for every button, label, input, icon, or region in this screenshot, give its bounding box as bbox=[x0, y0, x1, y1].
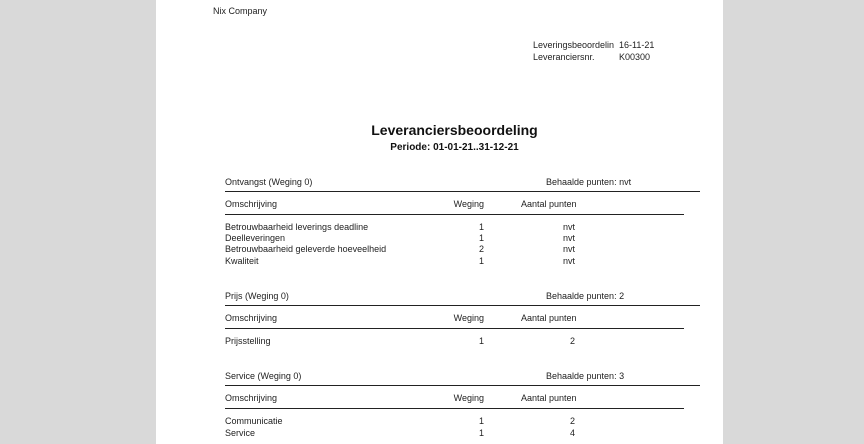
header-divider bbox=[225, 408, 684, 409]
section-score: Behaalde punten: nvt bbox=[546, 177, 632, 187]
row-description: Service bbox=[225, 428, 256, 438]
section-divider bbox=[225, 385, 700, 386]
company-name: Nix Company bbox=[213, 6, 268, 16]
row-points: 4 bbox=[569, 428, 575, 438]
header-divider bbox=[225, 214, 684, 215]
column-header-points: Aantal punten bbox=[521, 199, 577, 209]
row-description: Communicatie bbox=[225, 416, 283, 426]
column-header-points: Aantal punten bbox=[521, 393, 577, 403]
row-points: nvt bbox=[562, 222, 575, 232]
section-score: Behaalde punten: 3 bbox=[546, 371, 625, 381]
report-title: Leveranciersbeoordeling bbox=[371, 122, 538, 138]
section-title: Service (Weging 0) bbox=[225, 371, 302, 381]
evaluation-date-label: Leveringsbeoordelin bbox=[533, 40, 615, 50]
row-weight: 1 bbox=[478, 416, 484, 426]
report-page bbox=[156, 0, 723, 444]
section-title: Ontvangst (Weging 0) bbox=[225, 177, 313, 187]
column-header-weight: Weging bbox=[453, 199, 484, 209]
section-score: Behaalde punten: 2 bbox=[546, 291, 625, 301]
row-points: nvt bbox=[562, 233, 575, 243]
row-weight: 2 bbox=[478, 244, 484, 254]
evaluation-date-value: 16-11-21 bbox=[619, 40, 655, 50]
column-header-points: Aantal punten bbox=[521, 313, 577, 323]
row-description: Betrouwbaarheid leverings deadline bbox=[225, 222, 369, 232]
row-description: Deelleveringen bbox=[225, 233, 286, 243]
section-divider bbox=[225, 191, 700, 192]
column-header-weight: Weging bbox=[453, 313, 484, 323]
row-description: Prijsstelling bbox=[225, 336, 271, 346]
row-points: nvt bbox=[562, 244, 575, 254]
row-weight: 1 bbox=[478, 222, 484, 232]
column-header-description: Omschrijving bbox=[225, 199, 278, 209]
row-points: 2 bbox=[569, 336, 575, 346]
supplier-number-label: Leveranciersnr. bbox=[533, 52, 595, 62]
column-header-weight: Weging bbox=[453, 393, 484, 403]
report-period: Periode: 01-01-21..31-12-21 bbox=[390, 142, 519, 153]
row-points: 2 bbox=[569, 416, 575, 426]
row-points: nvt bbox=[562, 256, 575, 266]
supplier-number-value: K00300 bbox=[619, 52, 651, 62]
row-weight: 1 bbox=[478, 256, 484, 266]
column-header-description: Omschrijving bbox=[225, 313, 278, 323]
row-description: Kwaliteit bbox=[225, 256, 259, 266]
section-divider bbox=[225, 305, 700, 306]
header-divider bbox=[225, 328, 684, 329]
row-description: Betrouwbaarheid geleverde hoeveelheid bbox=[225, 244, 387, 254]
row-weight: 1 bbox=[478, 428, 484, 438]
column-header-description: Omschrijving bbox=[225, 393, 278, 403]
row-weight: 1 bbox=[478, 336, 484, 346]
row-weight: 1 bbox=[478, 233, 484, 243]
section-title: Prijs (Weging 0) bbox=[225, 291, 289, 301]
